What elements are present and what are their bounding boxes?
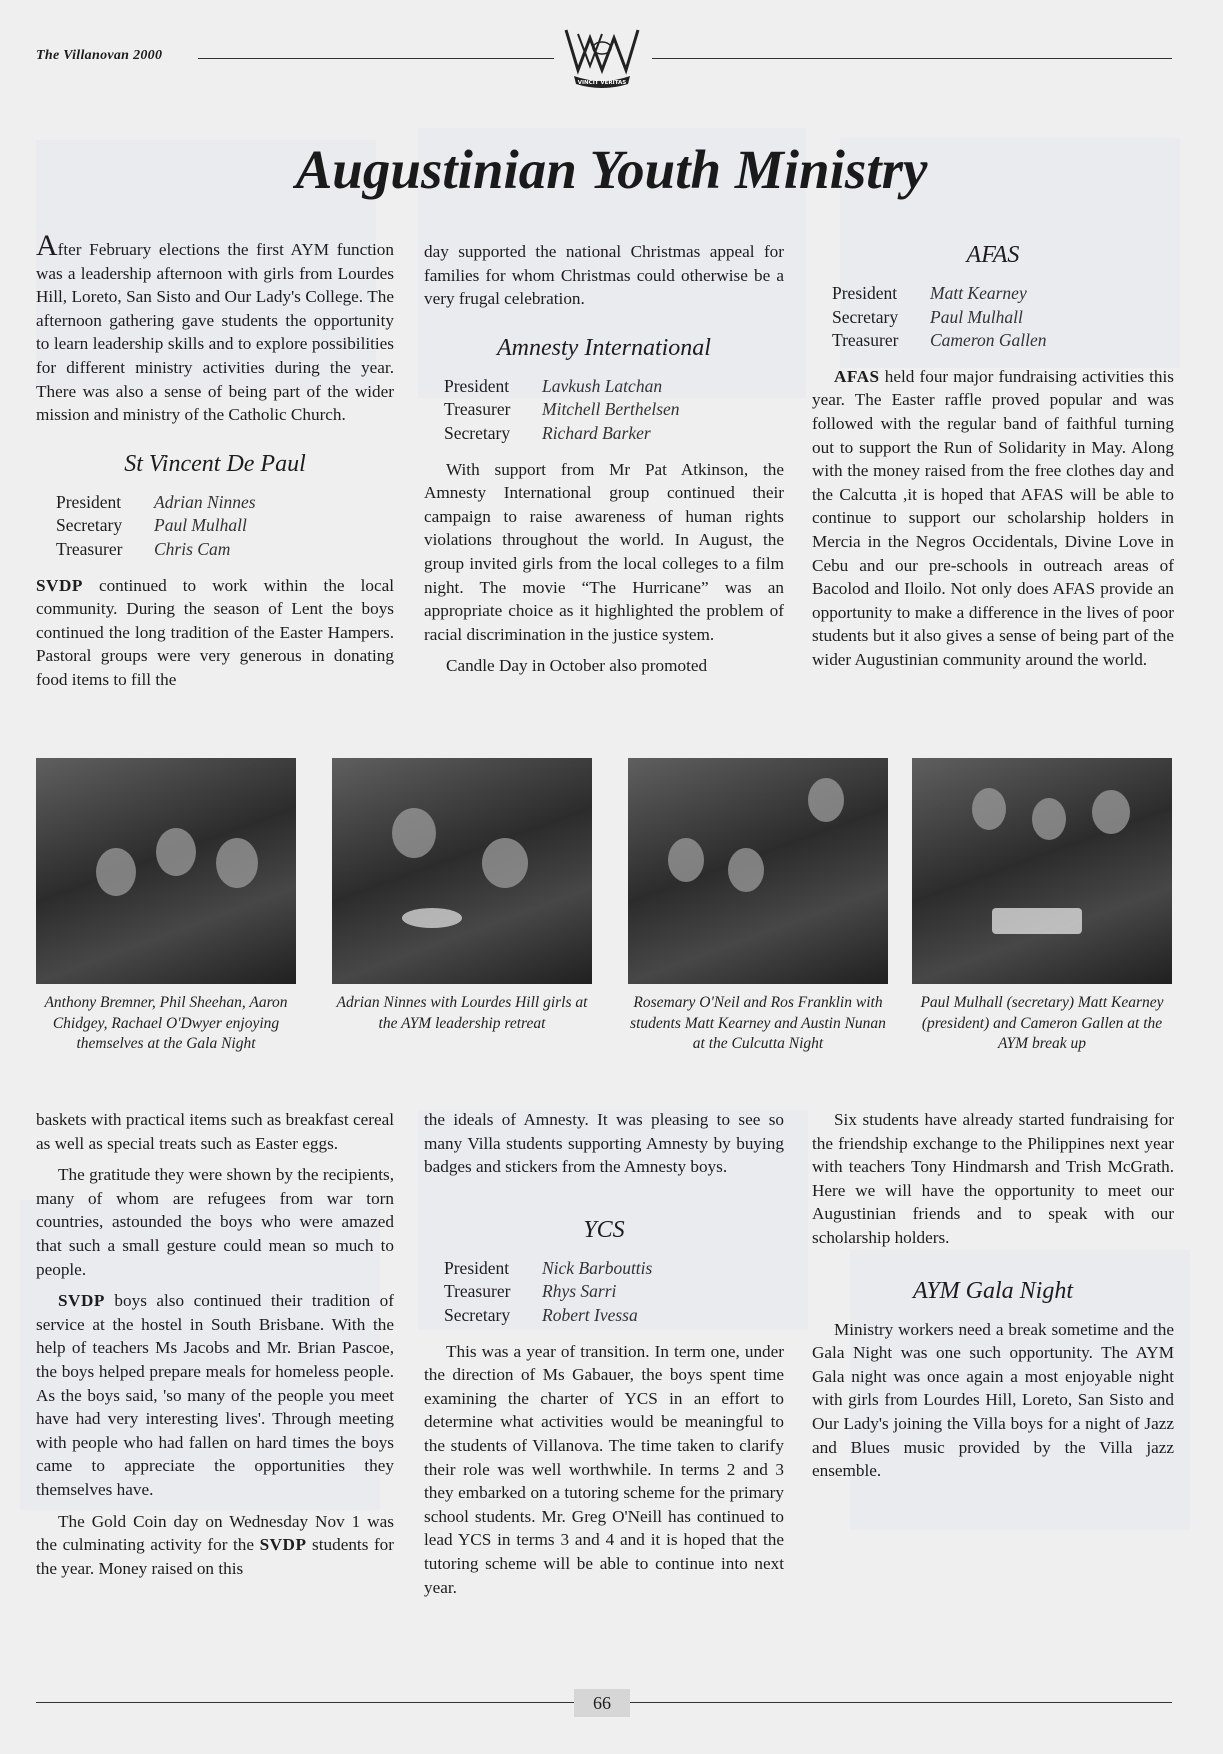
- photo-caption: Adrian Ninnes with Lourdes Hill girls at the AYM leadership retreat: [336, 994, 588, 1032]
- amnesty-paragraph-continued: the ideals of Amnesty. It was pleasing to see so many Villa students supporting Amnesty by buying badges and stickers from the Amnesty boys.: [424, 1110, 784, 1177]
- amnesty-heading: Amnesty International: [497, 334, 711, 361]
- officer-row: Treasurer Mitchell Berthelsen: [444, 399, 680, 420]
- afas-paragraph: AFAS held four major fundraising activities this year. The Easter raffle proved popular and was followed with the regular band of faithful turning out to support the Run of Solidarity in May. Along with the money raised from the free clothes day and the Calcutta ,it is hoped that AFAS will be able to continue to support our scholarship holders in Mercia in the Negros Occidentals, Divine Love in Cebu and our pre-schools in outreach areas of Bacolod and Iloilo. Not only does AFAS provide an opportunity to make a difference in the lives of poor students but it also gives a sense of being part of the wider Augustinian community around the world.: [812, 366, 1174, 669]
- ycs-heading: YCS: [583, 1216, 625, 1243]
- svdp-paragraph-4: The Gold Coin day on Wednesday Nov 1 was the culminating activity for the SVDP students for the year. Money raised on this: [36, 1511, 394, 1578]
- ycs-paragraph: This was a year of transition. In term one, under the direction of Ms Gabauer, the boys spent time examining the charter of YCS in an effort to determine what activities would be meaningful to the students of Villanova. The time taken to clarify their role was well worthwhile. In terms 2 and 3 they embarked on a tutoring scheme for the primary school students. Mr. Greg O'Neill has continued to lead YCS in terms 3 and 4 and it is hoped that the tutoring scheme will be able to continue into next year.: [424, 1341, 784, 1597]
- svdp-paragraph-continued: baskets with practical items such as breakfast cereal as well as special treats such as Easter eggs.: [36, 1110, 394, 1153]
- svdp-continued: day supported the national Christmas appeal for families for whom Christmas could otherwise be a very frugal celebration.: [424, 242, 784, 309]
- column-3-bottom: [812, 1108, 1174, 1491]
- school-crest-icon: [562, 26, 642, 90]
- photo-caption: Anthony Bremner, Phil Sheehan, Aaron Chidgey, Rachael O'Dwyer enjoying themselves at the Gala Night: [44, 994, 288, 1052]
- column-2-top: [424, 240, 784, 686]
- column-3-top: [812, 240, 1174, 680]
- svdp-paragraph-3: SVDP boys also continued their tradition of service at the hostel in South Brisbane. With the help of teachers Ms Jacobs and Mr. Brian Pascoe, the boys helped prepare meals for homeless people. As the boys said, 'so many of the people you meet have had very interesting lives'. Through meeting with people who had fallen on hard times the boys came to appreciate the opportunities they themselves have.: [36, 1291, 394, 1499]
- afas-heading: AFAS: [966, 242, 1020, 268]
- officer-row: Secretary Robert Ivessa: [444, 1304, 638, 1325]
- crest-motto: VINCIT VERITAS: [577, 80, 627, 86]
- photo-gala-night: [36, 758, 296, 984]
- dropcap: A: [36, 229, 58, 262]
- gala-heading: AYM Gala Night: [912, 1277, 1074, 1304]
- officer-row: Treasurer Cameron Gallen: [832, 330, 1047, 351]
- afas-paragraph-2: Six students have already started fundraising for the friendship exchange to the Philippines next year with teachers Tony Hindmarsh and Trish McGrath. Here we will have the opportunity to meet our Augustinian friends and to speak with our scholarship holders.: [812, 1110, 1174, 1247]
- column-1-bottom: [36, 1108, 394, 1588]
- photo-leadership-retreat: [332, 758, 592, 984]
- ycs-officers: [424, 1257, 784, 1328]
- afas-officers: [812, 282, 1174, 353]
- photo-aym-break-up: [912, 758, 1172, 984]
- svdp-paragraph: SVDP continued to work within the local community. During the season of Lent the boys continued the long tradition of the Easter Hampers. Pastoral groups were very generous in donating food items to fill the: [36, 575, 394, 689]
- footer-rule: [630, 1702, 1172, 1703]
- officer-row: Secretary Paul Mulhall: [832, 306, 1023, 327]
- svdp-heading: St Vincent De Paul: [124, 450, 306, 477]
- photo-caption: Paul Mulhall (secretary) Matt Kearney (president) and Cameron Gallen at the AYM break up: [920, 994, 1164, 1052]
- officer-row: Treasurer Rhys Sarri: [444, 1281, 617, 1302]
- svdp-paragraph-2: The gratitude they were shown by the recipients, many of whom are refugees from war torn countries, astounded the boys who were amazed that such a small gesture could mean so much to people.: [36, 1165, 394, 1279]
- officer-row: President Adrian Ninnes: [56, 491, 256, 512]
- column-2-bottom: [424, 1108, 784, 1607]
- officer-row: Treasurer Chris Cam: [56, 538, 231, 559]
- officer-row: President Matt Kearney: [832, 283, 1027, 303]
- running-head: The Villanovan 2000: [36, 48, 163, 63]
- page-number: 66: [574, 1689, 630, 1717]
- photo-caption: Rosemary O'Neil and Ros Franklin with students Matt Kearney and Austin Nunan at the Culcutta Night: [630, 994, 886, 1052]
- officer-row: Secretary Paul Mulhall: [56, 515, 247, 536]
- header-rule: [652, 58, 1172, 59]
- header-rule: [198, 58, 554, 59]
- photo-calcutta-night: [628, 758, 888, 984]
- amnesty-paragraph-2: Candle Day in October also promoted: [446, 656, 708, 676]
- intro-paragraph: After February elections the first AYM function was a leadership afternoon with girls from Lourdes Hill, Loreto, San Sisto and Our Lady's College. The afternoon gathering gave students the opportunity to learn leadership skills and to explore possibilities for different ministry activities during the year. There was also a sense of being part of the wider mission and ministry of the Catholic Church.: [36, 229, 394, 425]
- amnesty-officers: [424, 375, 784, 446]
- footer-rule: [36, 1702, 574, 1703]
- page-title: Augustinian Youth Ministry: [295, 139, 928, 200]
- amnesty-paragraph: With support from Mr Pat Atkinson, the Amnesty International group continued their campaign to raise awareness of human rights violations throughout the world. In August, the group invited girls from the local colleges to a film night. The movie “The Hurricane” was an appropriate choice as it highlighted the problem of racial discrimination in the justice system.: [424, 459, 784, 644]
- column-1-top: [36, 229, 394, 700]
- gala-paragraph: Ministry workers need a break sometime and the Gala Night was one such opportunity. The AYM Gala night was once again a most enjoyable night with girls from Lourdes Hill, Loreto, San Sisto and Our Lady's joining the Villa boys for a night of Jazz and Blues music provided by the Villa jazz ensemble.: [812, 1319, 1174, 1481]
- svdp-officers: [36, 491, 394, 562]
- officer-row: President Lavkush Latchan: [444, 375, 663, 396]
- officer-row: President Nick Barbouttis: [444, 1257, 653, 1278]
- officer-row: Secretary Richard Barker: [444, 422, 651, 443]
